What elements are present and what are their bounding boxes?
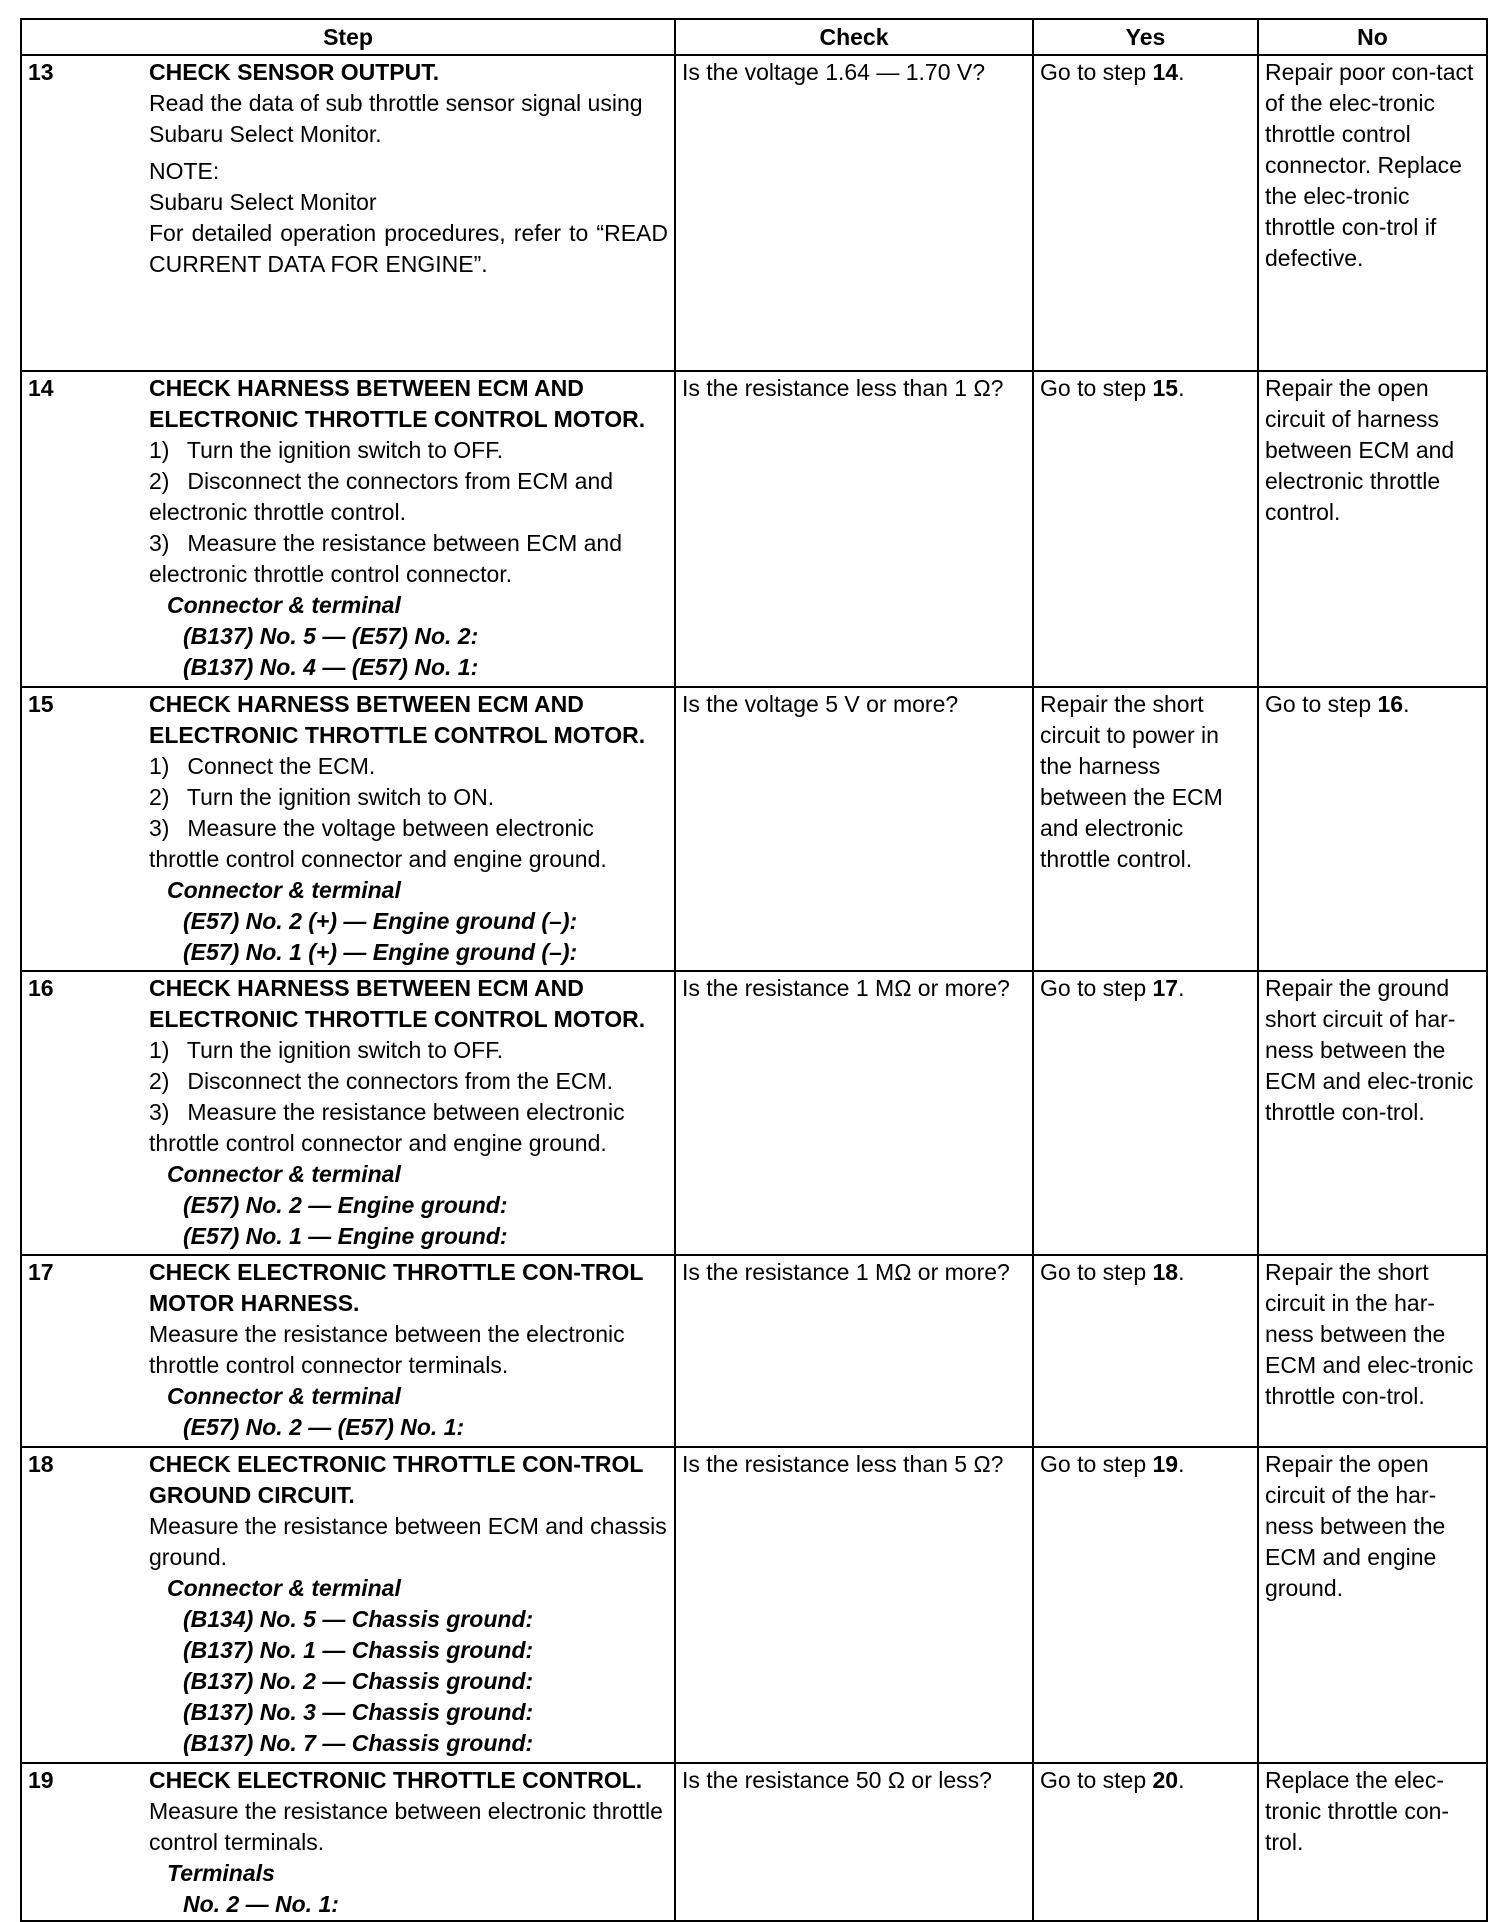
yes-cell: Go to step 17. bbox=[1033, 971, 1258, 1255]
yes-text: Go to step bbox=[1040, 59, 1153, 85]
step-line: 1) Turn the ignition switch to OFF. bbox=[149, 1037, 504, 1063]
terminals-label: Terminals bbox=[167, 1860, 275, 1886]
connector-terminal-label: Connector & terminal bbox=[167, 592, 401, 618]
step-number: 18 bbox=[21, 1447, 143, 1763]
check-cell: Is the resistance less than 5 Ω? bbox=[675, 1447, 1033, 1763]
step-title: CHECK SENSOR OUTPUT. bbox=[149, 59, 440, 85]
step-content bbox=[143, 371, 675, 687]
step-number: 14 bbox=[21, 371, 143, 687]
step-line: 1) Turn the ignition switch to OFF. bbox=[149, 437, 504, 463]
table-row bbox=[21, 1763, 1487, 1921]
step-number: 16 bbox=[21, 971, 143, 1255]
yes-text: Go to step bbox=[1040, 975, 1153, 1001]
no-step-link: 16 bbox=[1377, 691, 1404, 717]
header-check: Check bbox=[675, 19, 1033, 55]
step-line: 3) Measure the resistance between electronic throttle control connector and engine ground. bbox=[149, 1099, 625, 1156]
table-row bbox=[21, 1447, 1487, 1763]
connector-terminal-line: (B134) No. 5 — Chassis ground: bbox=[183, 1606, 534, 1632]
header-no: No bbox=[1258, 19, 1487, 55]
yes-step-link: 20 bbox=[1152, 1767, 1179, 1793]
step-line: 3) Measure the resistance between ECM and electronic throttle control connector. bbox=[149, 530, 623, 587]
connector-terminal-line: (B137) No. 3 — Chassis ground: bbox=[183, 1699, 534, 1725]
yes-cell: Go to step 18. bbox=[1033, 1255, 1258, 1447]
note-line: Subaru Select Monitor bbox=[149, 189, 377, 215]
step-number: 15 bbox=[21, 687, 143, 971]
step-line: 2) Turn the ignition switch to ON. bbox=[149, 784, 495, 810]
step-line: Measure the resistance between electronic throttle control terminals. bbox=[149, 1798, 663, 1855]
note-line: For detailed operation procedures, refer to “READ CURRENT DATA FOR ENGINE”. bbox=[149, 220, 668, 277]
table-row bbox=[21, 687, 1487, 971]
connector-terminal-label: Connector & terminal bbox=[167, 877, 401, 903]
diagnostic-table bbox=[20, 18, 1488, 1922]
step-line: 1) Connect the ECM. bbox=[149, 753, 376, 779]
step-title: CHECK HARNESS BETWEEN ECM AND ELECTRONIC THROTTLE CONTROL MOTOR. bbox=[149, 975, 646, 1032]
yes-text: Go to step bbox=[1040, 1767, 1153, 1793]
connector-terminal-line: (B137) No. 4 — (E57) No. 1: bbox=[183, 654, 479, 680]
step-line: Read the data of sub throttle sensor signal using Subaru Select Monitor. bbox=[149, 90, 643, 147]
table-row bbox=[21, 1255, 1487, 1447]
terminals-line: No. 2 — No. 1: bbox=[183, 1891, 339, 1917]
header-yes: Yes bbox=[1033, 19, 1258, 55]
no-cell: Repair the short circuit in the har-ness between the ECM and elec-tronic throttle con-trol. bbox=[1258, 1255, 1487, 1447]
connector-terminal-line: (B137) No. 1 — Chassis ground: bbox=[183, 1637, 534, 1663]
step-line: Measure the resistance between ECM and chassis ground. bbox=[149, 1513, 667, 1570]
table-row bbox=[21, 371, 1487, 687]
step-number: 17 bbox=[21, 1255, 143, 1447]
table-row bbox=[21, 971, 1487, 1255]
yes-text: Go to step bbox=[1040, 1259, 1153, 1285]
connector-terminal-line: (E57) No. 1 — Engine ground: bbox=[183, 1223, 508, 1249]
check-cell: Is the voltage 1.64 — 1.70 V? bbox=[675, 55, 1033, 371]
table-row bbox=[21, 55, 1487, 371]
step-line: 2) Disconnect the connectors from the ECM. bbox=[149, 1068, 614, 1094]
yes-text: Go to step bbox=[1040, 375, 1153, 401]
no-text: Go to step bbox=[1265, 691, 1378, 717]
header-step: Step bbox=[21, 19, 675, 55]
no-cell: Repair the open circuit of harness between ECM and electronic throttle control. bbox=[1258, 371, 1487, 687]
no-cell: Go to step 16. bbox=[1258, 687, 1487, 971]
no-cell: Repair poor con-tact of the elec-tronic throttle control connector. Replace the elec-tronic throttle con-trol if defective. bbox=[1258, 55, 1487, 371]
yes-text: Go to step bbox=[1040, 1451, 1153, 1477]
yes-cell: Go to step 14. bbox=[1033, 55, 1258, 371]
step-content bbox=[143, 971, 675, 1255]
yes-step-link: 15 bbox=[1152, 375, 1179, 401]
connector-terminal-label: Connector & terminal bbox=[167, 1575, 401, 1601]
check-cell: Is the resistance less than 1 Ω? bbox=[675, 371, 1033, 687]
connector-terminal-label: Connector & terminal bbox=[167, 1161, 401, 1187]
connector-terminal-label: Connector & terminal bbox=[167, 1383, 401, 1409]
step-title: CHECK ELECTRONIC THROTTLE CONTROL. bbox=[149, 1767, 643, 1793]
check-cell: Is the resistance 50 Ω or less? bbox=[675, 1763, 1033, 1921]
step-line: Measure the resistance between the electronic throttle control connector terminals. bbox=[149, 1321, 625, 1378]
step-line: 3) Measure the voltage between electronic throttle control connector and engine ground. bbox=[149, 815, 607, 872]
step-content bbox=[143, 1763, 675, 1921]
step-content bbox=[143, 55, 675, 371]
yes-cell: Go to step 15. bbox=[1033, 371, 1258, 687]
no-cell: Repair the ground short circuit of har-ness between the ECM and elec-tronic throttle con-trol. bbox=[1258, 971, 1487, 1255]
no-cell: Replace the elec-tronic throttle con-trol. bbox=[1258, 1763, 1487, 1921]
step-content bbox=[143, 1447, 675, 1763]
no-cell: Repair the open circuit of the har-ness between the ECM and engine ground. bbox=[1258, 1447, 1487, 1763]
step-title: CHECK ELECTRONIC THROTTLE CON-TROL GROUND CIRCUIT. bbox=[149, 1451, 644, 1508]
step-title: CHECK ELECTRONIC THROTTLE CON-TROL MOTOR HARNESS. bbox=[149, 1259, 644, 1316]
connector-terminal-line: (B137) No. 5 — (E57) No. 2: bbox=[183, 623, 479, 649]
yes-step-link: 17 bbox=[1152, 975, 1179, 1001]
check-cell: Is the resistance 1 MΩ or more? bbox=[675, 1255, 1033, 1447]
yes-step-link: 14 bbox=[1152, 59, 1179, 85]
step-number: 19 bbox=[21, 1763, 143, 1921]
connector-terminal-line: (E57) No. 2 — Engine ground: bbox=[183, 1192, 508, 1218]
connector-terminal-line: (E57) No. 1 (+) — Engine ground (–): bbox=[183, 939, 578, 965]
yes-cell: Go to step 20. bbox=[1033, 1763, 1258, 1921]
step-title: CHECK HARNESS BETWEEN ECM AND ELECTRONIC THROTTLE CONTROL MOTOR. bbox=[149, 375, 646, 432]
step-content bbox=[143, 687, 675, 971]
yes-cell: Go to step 19. bbox=[1033, 1447, 1258, 1763]
step-line: 2) Disconnect the connectors from ECM and electronic throttle control. bbox=[149, 468, 614, 525]
diagnostic-table-page bbox=[20, 18, 1486, 1922]
yes-step-link: 19 bbox=[1152, 1451, 1179, 1477]
step-content bbox=[143, 1255, 675, 1447]
connector-terminal-line: (E57) No. 2 — (E57) No. 1: bbox=[183, 1414, 465, 1440]
table-header-row bbox=[21, 19, 1487, 55]
check-cell: Is the voltage 5 V or more? bbox=[675, 687, 1033, 971]
step-title: CHECK HARNESS BETWEEN ECM AND ELECTRONIC THROTTLE CONTROL MOTOR. bbox=[149, 691, 646, 748]
check-cell: Is the resistance 1 MΩ or more? bbox=[675, 971, 1033, 1255]
note-label: NOTE: bbox=[149, 158, 220, 184]
connector-terminal-line: (B137) No. 7 — Chassis ground: bbox=[183, 1730, 534, 1756]
yes-cell: Repair the short circuit to power in the harness between the ECM and electronic throttle control. bbox=[1033, 687, 1258, 971]
step-number: 13 bbox=[21, 55, 143, 371]
connector-terminal-line: (B137) No. 2 — Chassis ground: bbox=[183, 1668, 534, 1694]
connector-terminal-line: (E57) No. 2 (+) — Engine ground (–): bbox=[183, 908, 578, 934]
yes-step-link: 18 bbox=[1152, 1259, 1179, 1285]
